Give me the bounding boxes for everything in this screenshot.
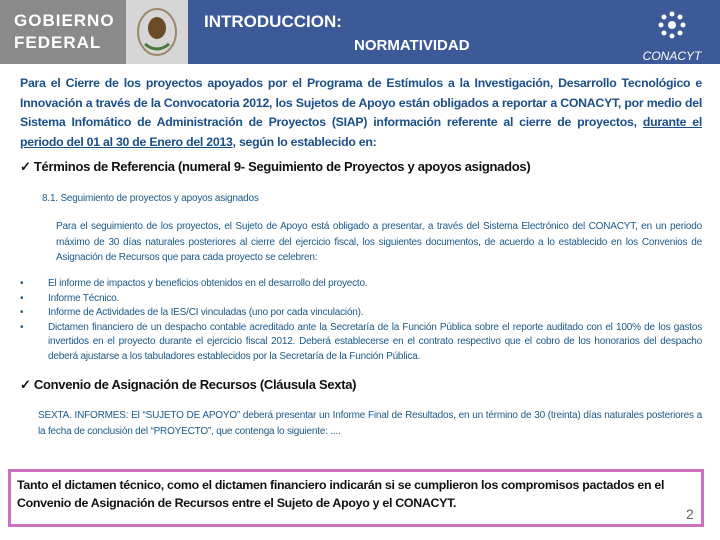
highlight-note-box: Tanto el dictamen técnico, como el dictamen financiero indicarán si se cumplieron los compromisos pactados en el Convenio de Asignación de Recursos entre el Sujeto de Apoyo y el CONACYT. <box>8 469 704 527</box>
deadline-text: durante el periodo del 01 al 30 de Enero del 2013 <box>20 115 702 149</box>
gobierno-federal-logo <box>0 0 126 64</box>
check-icon: ✓ <box>20 377 31 392</box>
header-banner <box>0 0 720 64</box>
slide-title: INTRODUCCION: <box>204 12 342 31</box>
slide-subtitle: NORMATIVIDAD <box>354 37 470 54</box>
logo-line-1: GOBIERNO <box>14 11 115 30</box>
list-item: • Dictamen financiero de un despacho contable acreditado ante la Secretaría de la Función Pública sobre el reporte auditado con el 100% de los gastos invertidos en el proyecto durante el ejercicio fiscal 2012. Deberá establecerse en el contrato respectivo que el cobro de los honorarios del despacho deberá ajustarse a los tabuladores establecidos por la Secretaría de la Función Pública. <box>20 321 702 365</box>
section-convenio-heading: ✓ Convenio de Asignación de Recursos (Cláusula Sexta) <box>20 377 357 392</box>
sexta-paragraph: SEXTA. INFORMES: El “SUJETO DE APOYO” deberá presentar un Informe Final de Resultados, en un término de 30 (treinta) días naturales posteriores a la fecha de conclusión del “PROYECTO”, que contenga lo siguiente: .... <box>38 410 702 437</box>
section-terminos-heading: ✓ Términos de Referencia (numeral 9- Seguimiento de Proyectos y apoyos asignados) <box>20 159 531 174</box>
conacyt-logo <box>640 8 704 63</box>
check-icon: ✓ <box>20 159 31 174</box>
page-number: 2 <box>686 506 694 522</box>
logo-line-2: FEDERAL <box>14 33 102 52</box>
list-item: • El informe de impactos y beneficios obtenidos en el desarrollo del proyecto. <box>20 277 702 292</box>
list-item: • Informe Técnico. <box>20 292 702 307</box>
subsection-8-1: 8.1. Seguimiento de proyectos y apoyos asignados <box>42 193 259 204</box>
list-item: • Informe de Actividades de la IES/CI vinculadas (uno por cada vinculación). <box>20 306 702 321</box>
intro-paragraph: Para el Cierre de los proyectos apoyados por el Programa de Estímulos a la Investigación, Desarrollo Tecnológico e Innovación a través de la Convocatoria 2012, los Sujetos de Apoyo están obligados a reportar a CONACYT, por medio del Sistema Infomático de Administración de Proyectos (SIAP) información referente al cierre de proyectos, durante el periodo del 01 al 30 de Enero del 2013, según lo establecido en: <box>20 76 702 149</box>
conacyt-dots-icon <box>655 8 689 42</box>
seguimiento-paragraph: Para el seguimiento de los proyectos, el Sujeto de Apoyo está obligado a presentar, a través del Sistema Electrónico del CONACYT, en un periodo máximo de 30 días naturales posteriores al cierre del ejercicio fiscal, los siguientes documentos, de acuerdo a lo establecido en los Convenios de Asignación de Recursos que para cada proyecto se celebren: <box>56 221 702 263</box>
documents-list <box>20 277 702 364</box>
mexico-seal-icon <box>126 0 188 64</box>
conacyt-label: CONACYT <box>642 49 702 63</box>
